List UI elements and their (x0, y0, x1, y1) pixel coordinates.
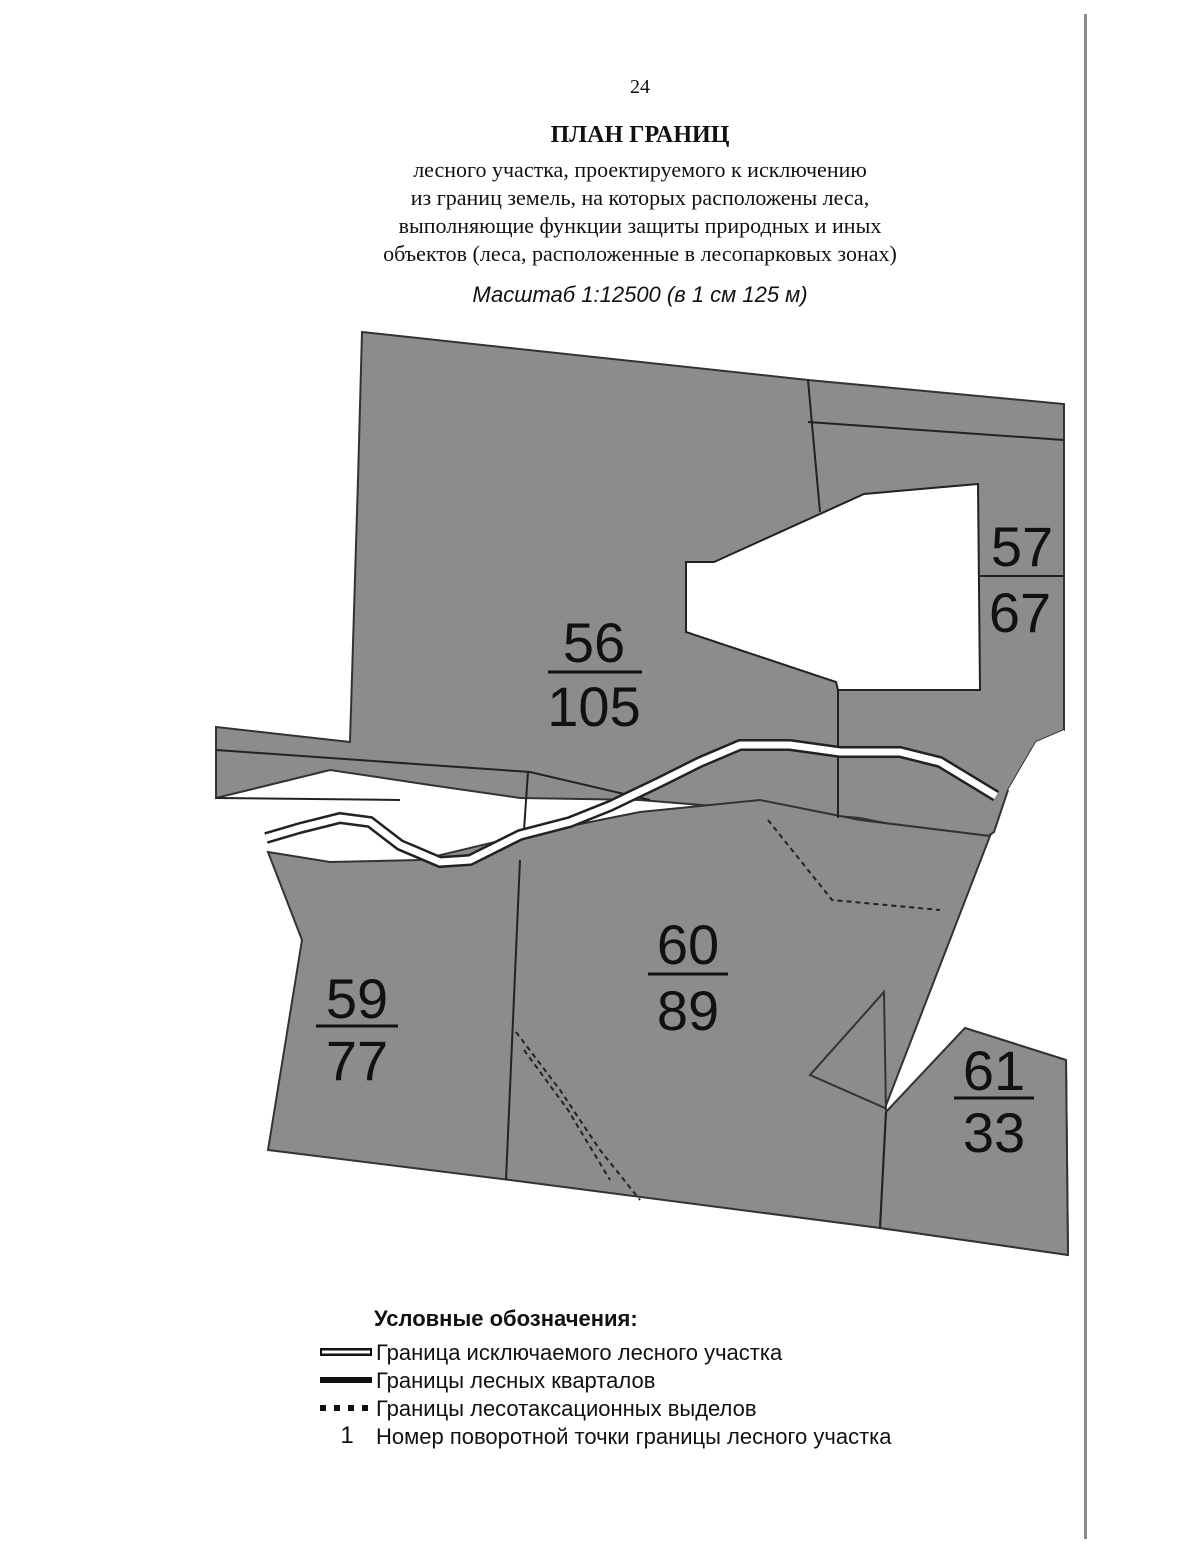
legend-symbol-point-number: 1 (340, 1422, 354, 1449)
quarter-area: 77 (325, 1029, 389, 1092)
map-title: ПЛАН ГРАНИЦ (550, 122, 730, 148)
quarter-number: 61 (962, 1039, 1026, 1102)
legend-symbol-excluded-boundary (316, 1338, 372, 1366)
legend-symbol-quarter-boundary (316, 1366, 372, 1394)
quarter-label (954, 1039, 1034, 1164)
legend-item (316, 1338, 1016, 1366)
quarter-number: 60 (656, 913, 720, 976)
legend-label: Номер поворотной точки границы лесного участка (376, 1424, 892, 1449)
quarter-area: 105 (547, 675, 641, 738)
quarter-area: 33 (962, 1101, 1026, 1164)
legend-label: Граница исключаемого лесного участка (376, 1340, 783, 1365)
subtitle-line: из границ земель, на которых расположены леса, (410, 185, 870, 210)
quarter-area: 89 (656, 979, 720, 1042)
legend-title: Условные обозначения: (374, 1306, 638, 1331)
map-scale: Масштаб 1:12500 (в 1 см 125 м) (472, 282, 808, 307)
quarter-number: 56 (562, 611, 626, 674)
legend-symbol-subcompartment-boundary (316, 1394, 372, 1422)
quarter-label (316, 967, 398, 1092)
quarter-area: 67 (988, 581, 1052, 644)
legend-item (316, 1394, 1016, 1422)
subtitle-line: лесного участка, проектируемого к исключению (413, 157, 867, 182)
legend-item (316, 1366, 1016, 1394)
legend-label: Границы лесных кварталов (376, 1368, 656, 1393)
legend-item (316, 1422, 1016, 1450)
quarter-number: 59 (325, 967, 389, 1030)
subtitle-line: выполняющие функции защиты природных и иных (398, 213, 882, 238)
page-number: 24 (630, 76, 650, 98)
subtitle-line: объектов (леса, расположенные в лесопарковых зонах) (383, 241, 897, 266)
quarter-number: 57 (990, 515, 1054, 578)
legend-label: Границы лесотаксационных выделов (376, 1396, 757, 1421)
quarter-boundary (216, 798, 400, 800)
